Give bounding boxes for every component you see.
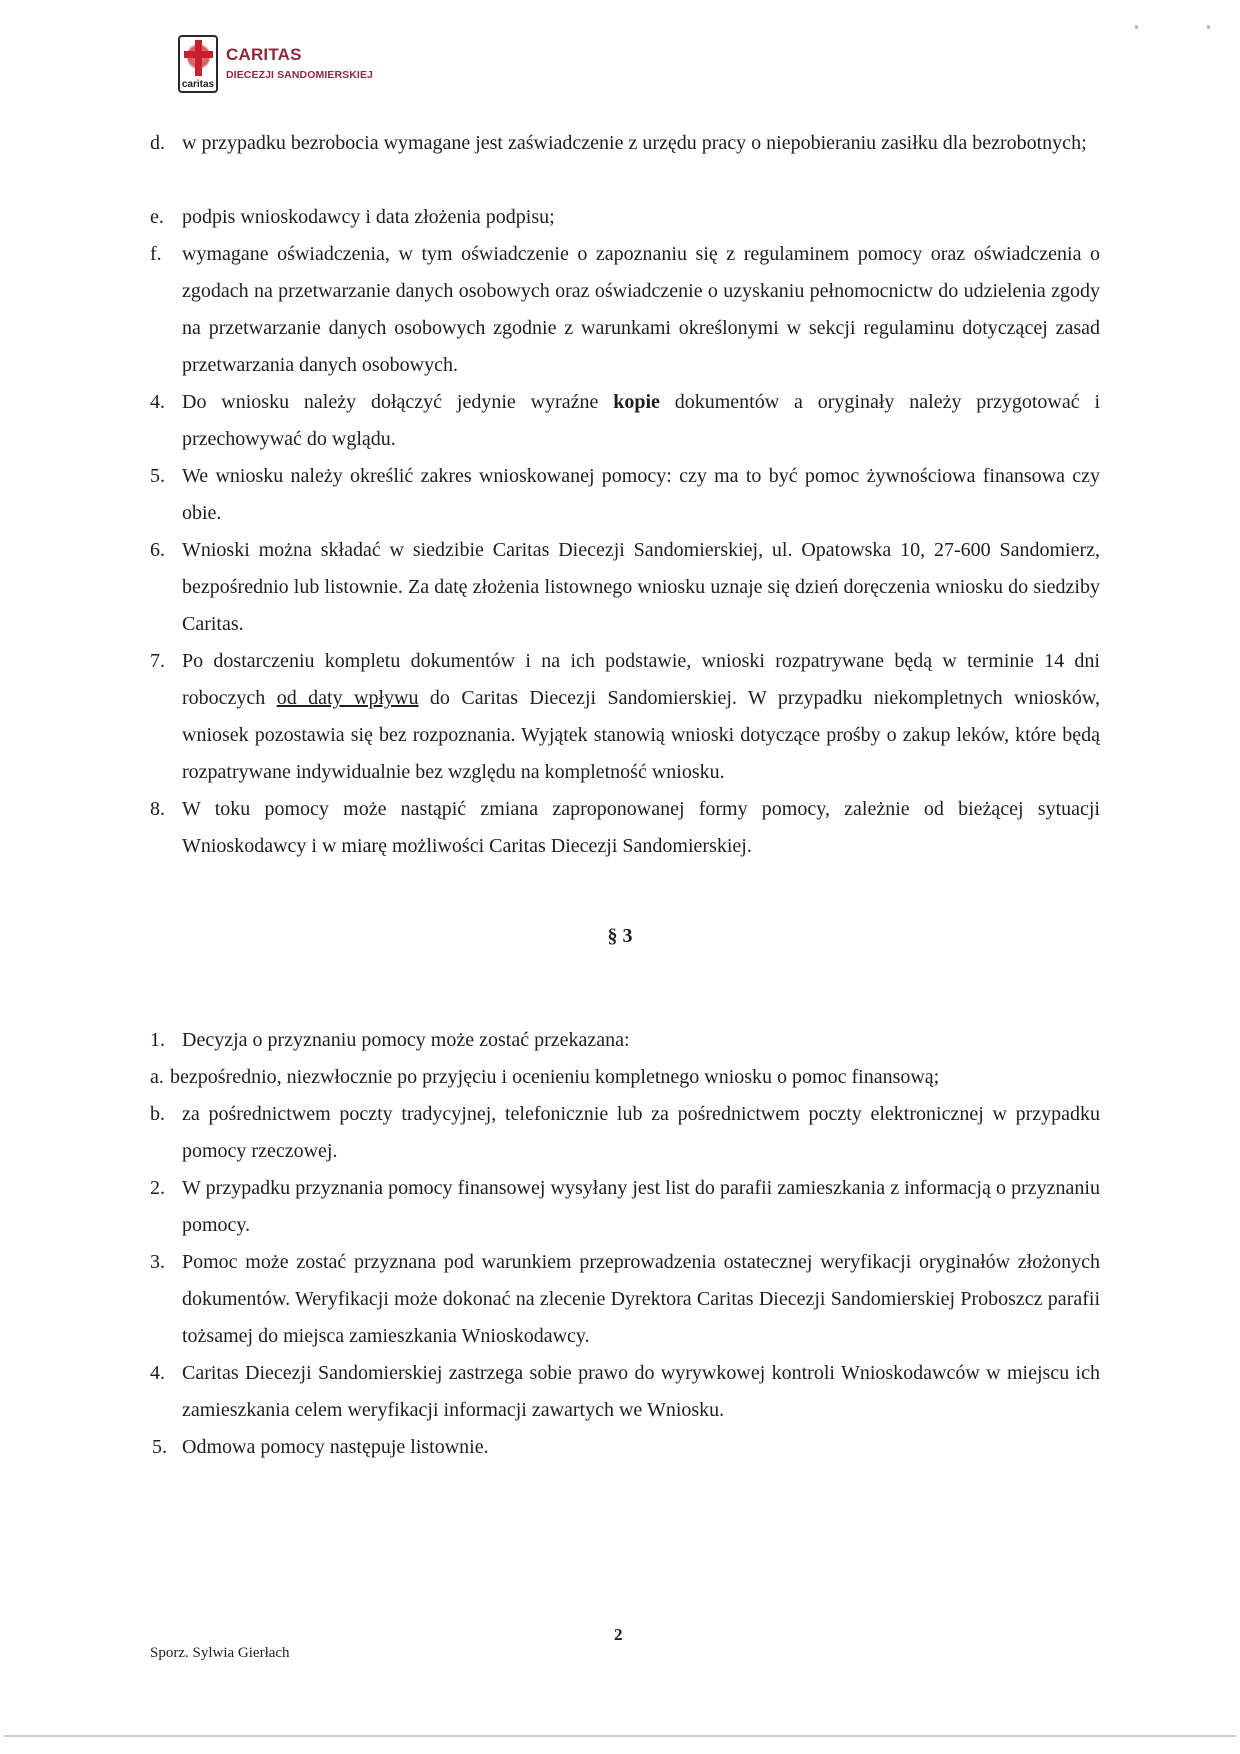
list-item-text: za pośrednictwem poczty tradycyjnej, telefonicznie lub za pośrednictwem poczty elektronicznej w przypadku pomocy rzeczowej. [182,1103,1100,1162]
list-item-6 [150,532,1100,643]
list-item-8 [150,791,1100,865]
list-marker: 4. [150,391,165,413]
list-item-e [150,199,1100,236]
list-marker: b. [150,1103,165,1125]
list-marker: d. [150,132,165,154]
list-item-text: Do wniosku należy dołączyć jedynie wyraźne kopie dokumentów a oryginały należy przygotować i przechowywać do wglądu. [182,391,1100,450]
list-marker: e. [150,206,164,228]
list-item-text: Pomoc może zostać przyznana pod warunkiem przeprowadzenia ostatecznej weryfikacji oryginałów złożonych dokumentów. Weryfikacji może dokonać na zlecenie Dyrektora Caritas Diecezji Sandomierskiej Proboszcz parafii tożsamej do miejsca zamieszkania Wnioskodawcy. [182,1251,1100,1347]
list-marker: a. [150,1066,164,1088]
list-item-f [150,236,1100,384]
list-marker: 2. [150,1177,165,1199]
org-subtitle: DIECEZJI SANDOMIERSKIEJ [226,69,373,81]
list-marker: 5. [152,1436,167,1458]
list-marker: 3. [150,1251,165,1273]
list-marker: 5. [150,465,165,487]
list-item-d [150,125,1100,162]
cross-icon [195,40,202,76]
list-marker: f. [150,243,162,265]
list-item-text: Decyzja o przyznaniu pomocy może zostać przekazana: [182,1029,630,1051]
page-bottom-edge [4,1735,1236,1737]
caritas-logo [178,35,373,93]
list-item-text: podpis wnioskodawcy i data złożenia podpisu; [182,206,555,228]
list-marker: 7. [150,650,165,672]
scan-artifact [1135,25,1138,29]
list-item-text: Po dostarczeniu kompletu dokumentów i na ich podstawie, wnioski rozpatrywane będą w terminie 14 dni roboczych od daty wpływu do Caritas Diecezji Sandomierskiej. W przypadku niekompletnych wniosków, wniosek pozostawia się bez rozpoznania. Wyjątek stanowią wnioski dotyczące prośby o zakup leków, które będą rozpatrywane indywidualnie bez względu na kompletność wniosku. [182,650,1100,783]
list-item-text: W przypadku przyznania pomocy finansowej wysyłany jest list do parafii zamieszkania z informacją o przyznaniu pomocy. [182,1177,1100,1236]
underlined-phrase: od daty wpływu [276,687,419,709]
list-marker: 6. [150,539,165,561]
list-item-text: bezpośrednio, niezwłocznie po przyjęciu i ocenieniu kompletnego wniosku o pomoc finansową; [170,1066,940,1088]
emphasis-kopie: kopie [613,391,660,413]
list-item-7 [150,643,1100,791]
section3-item-3 [150,1244,1100,1355]
section3-item-4 [150,1355,1100,1429]
list-item-4 [150,384,1100,458]
footer-author: Sporz. Sylwia Gierłach [150,1645,290,1661]
list-marker: 1. [150,1029,165,1051]
list-item-text: w przypadku bezrobocia wymagane jest zaświadczenie z urzędu pracy o niepobieraniu zasiłku dla bezrobotnych; [182,132,1087,154]
list-item-text: wymagane oświadczenia, w tym oświadczenie o zapoznaniu się z regulaminem pomocy oraz oświadczenia o zgodach na przetwarzanie danych osobowych oraz oświadczenie o uzyskaniu pełnomocnictw do udzielenia zgody na przetwarzanie danych osobowych zgodnie z warunkami określonymi w sekcji regulaminu dotyczącej zasad przetwarzania danych osobowych. [182,243,1100,376]
section3-item-5 [150,1429,1100,1466]
section-heading: § 3 [607,925,633,947]
list-marker: 4. [150,1362,165,1384]
section3-item-2 [150,1170,1100,1244]
logo-badge-text: caritas [181,79,215,90]
page-number: 2 [614,1625,623,1644]
section3-item-1 [150,1022,1100,1059]
list-item-5 [150,458,1100,532]
list-item-text: Caritas Diecezji Sandomierskiej zastrzega sobie prawo do wyrywkowej kontroli Wnioskodawców w miejscu ich zamieszkania celem weryfikacji informacji zawartych we Wniosku. [182,1362,1100,1421]
list-marker: 8. [150,798,165,820]
caritas-emblem-icon [178,35,218,93]
list-item-text: W toku pomocy może nastąpić zmiana zaproponowanej formy pomocy, zależnie od bieżącej sytuacji Wnioskodawcy i w miarę możliwości Caritas Diecezji Sandomierskiej. [182,798,1100,857]
list-item-text: Odmowa pomocy następuje listownie. [182,1436,489,1458]
org-title: CARITAS [226,45,302,64]
section3-item-a [150,1059,1100,1096]
list-item-text: Wnioski można składać w siedzibie Caritas Diecezji Sandomierskiej, ul. Opatowska 10, 27-600 Sandomierz, bezpośrednio lub listownie. Za datę złożenia listownego wniosku uznaje się dzień doręczenia wniosku do siedziby Caritas. [182,539,1100,635]
section3-item-b [150,1096,1100,1170]
list-item-text: We wniosku należy określić zakres wnioskowanej pomocy: czy ma to być pomoc żywnościowa finansowa czy obie. [182,465,1100,524]
scan-artifact [1207,25,1210,29]
org-name [226,45,373,83]
